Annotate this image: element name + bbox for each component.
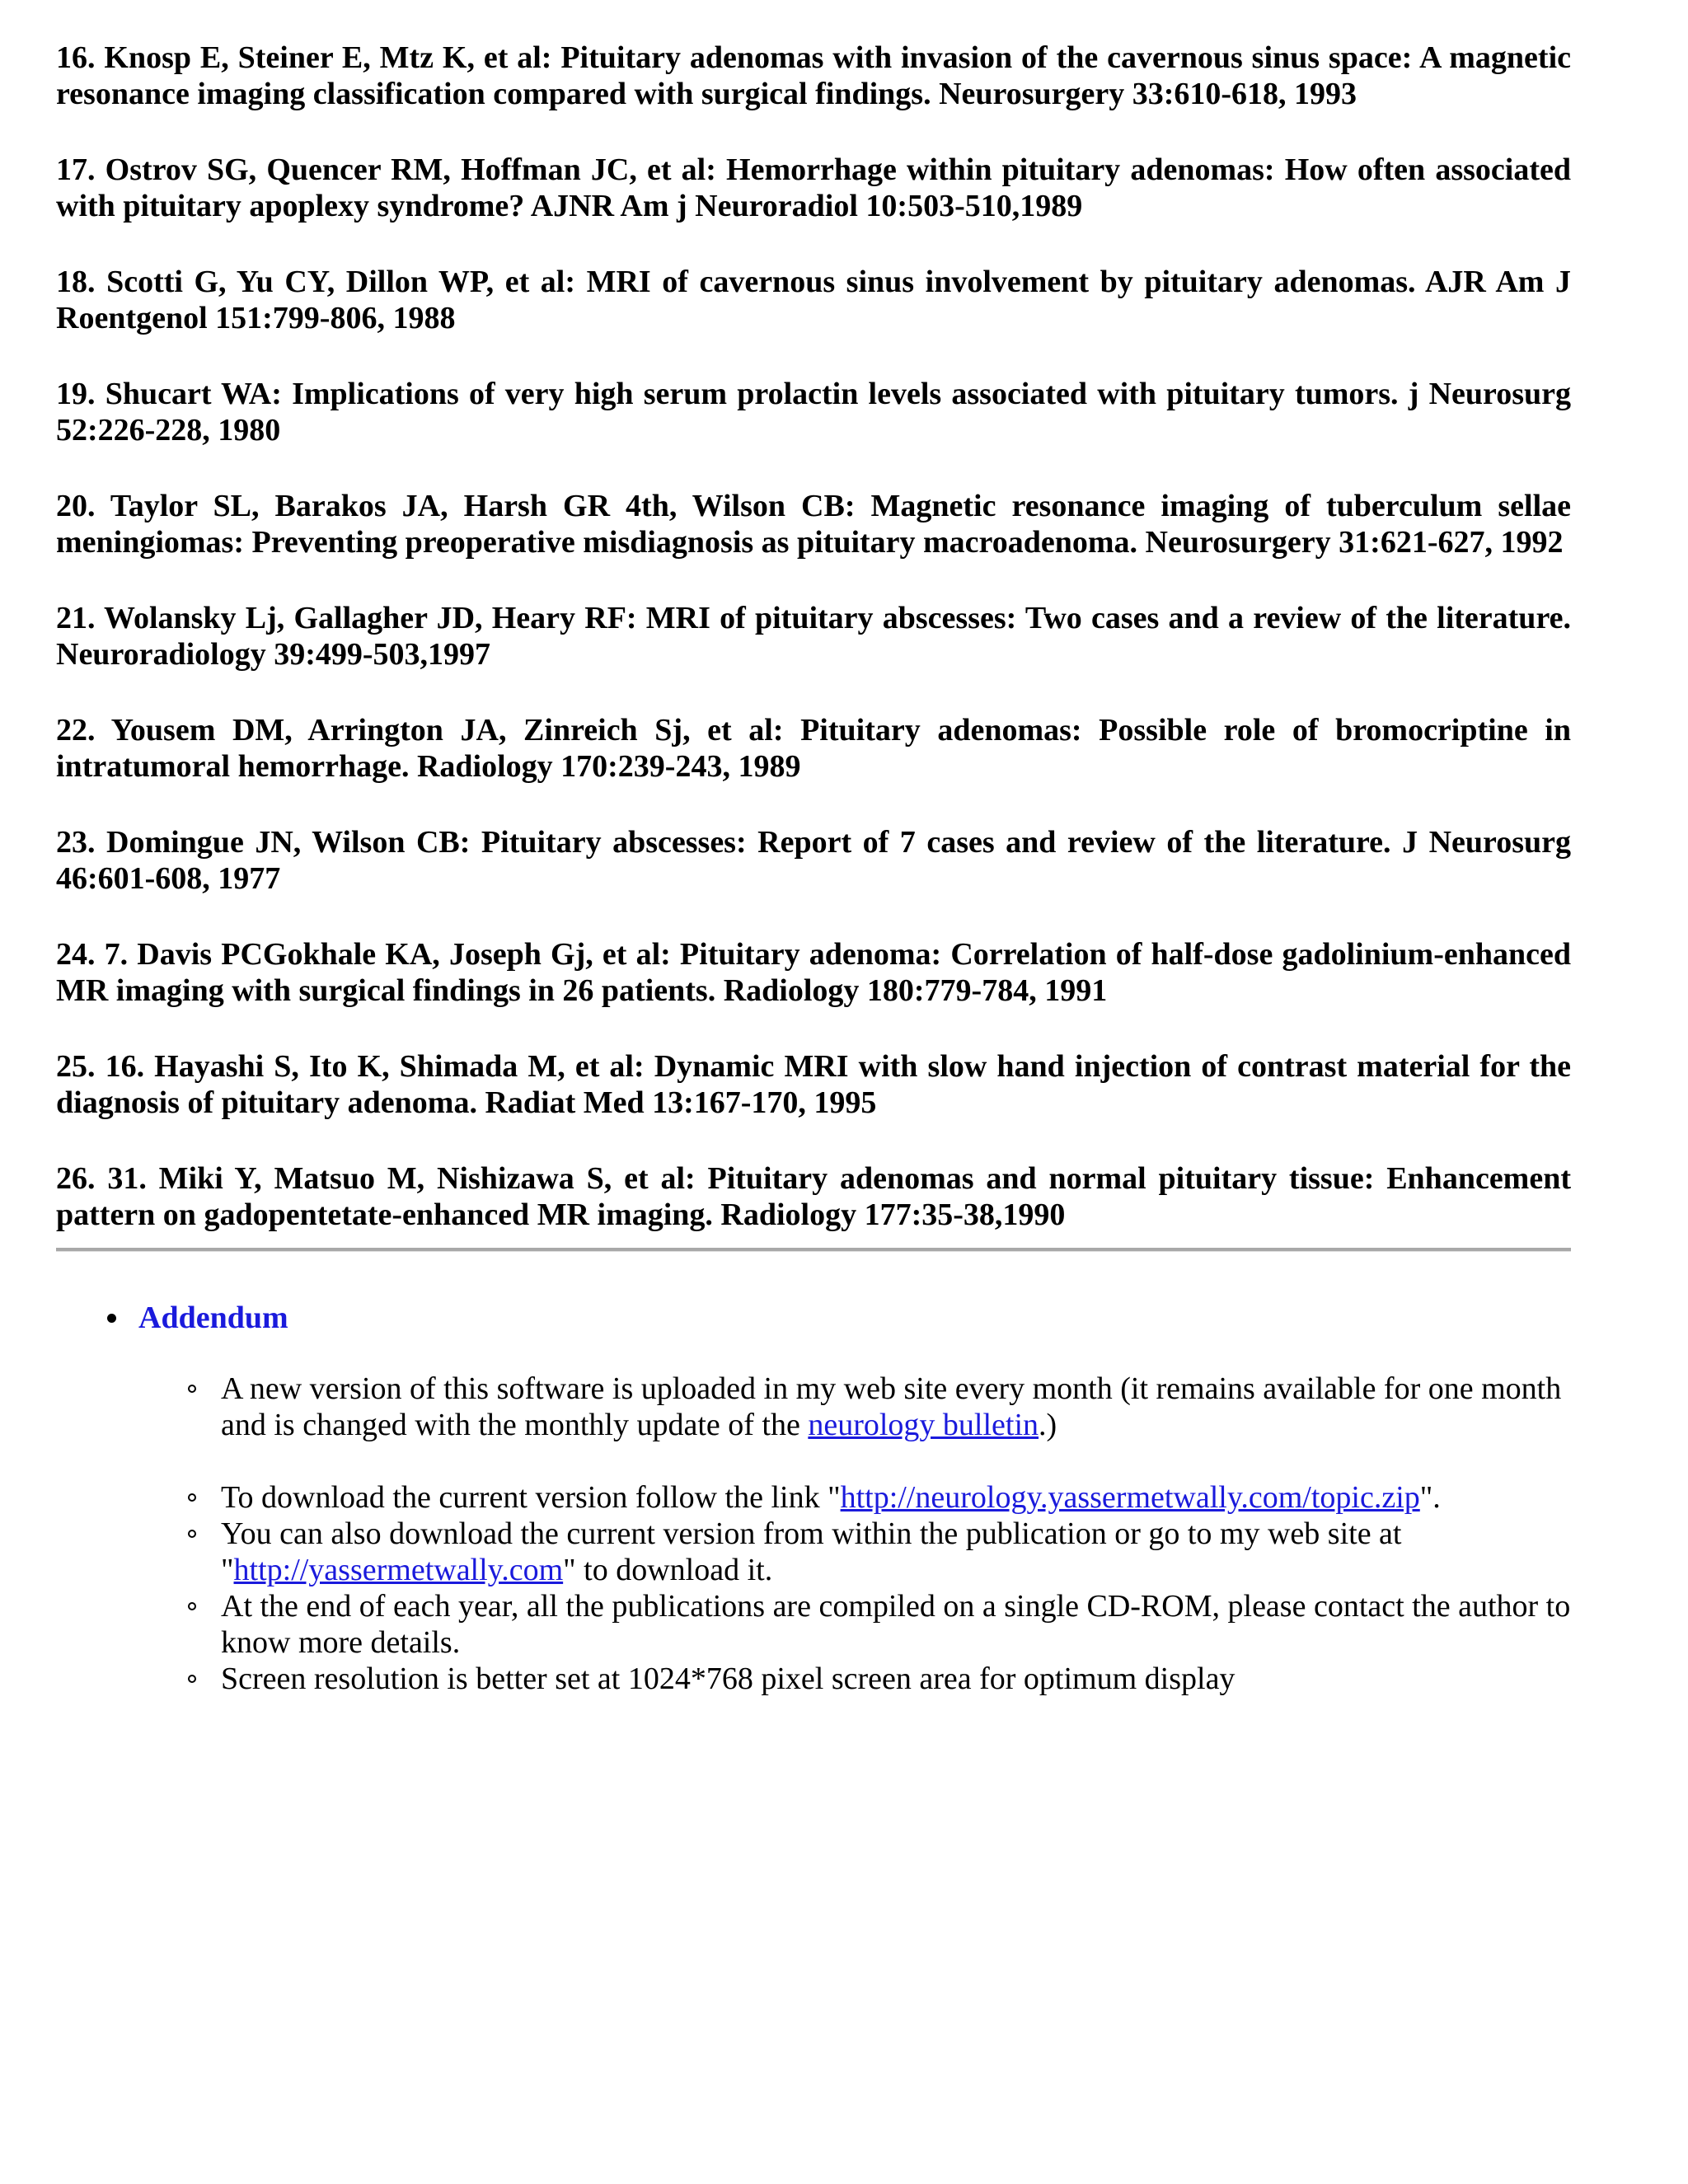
circle-bullet-icon: [188, 1602, 196, 1610]
circle-bullet-icon: [188, 1530, 196, 1538]
circle-bullet-icon: [188, 1385, 196, 1393]
addendum-item-text: " to download it.: [563, 1553, 773, 1587]
addendum-item-download-link: [221, 1479, 1571, 1516]
website-link[interactable]: http://yassermetwally.com: [233, 1553, 564, 1587]
reference-22: 22. Yousem DM, Arrington JA, Zinreich Sj, et al: Pituitary adenomas: Possible role of bromocriptine in intratumoral hemorrhage. Radiology 170:239-243, 1989: [56, 713, 1571, 784]
circle-bullet-icon: [188, 1493, 196, 1502]
reference-20: 20. Taylor SL, Barakos JA, Harsh GR 4th, Wilson CB: Magnetic resonance imaging of tuberculum sellae meningiomas: Preventing preoperative misdiagnosis as pituitary macroadenoma. Neurosurgery 31:621-627, 1992: [56, 489, 1571, 560]
addendum-item-text: ".: [1419, 1480, 1441, 1515]
reference-23: 23. Domingue JN, Wilson CB: Pituitary abscesses: Report of 7 cases and review of the literature. J Neurosurg 46:601-608, 1977: [56, 825, 1571, 896]
addendum-item-text: .): [1039, 1408, 1057, 1442]
addendum-item-text: Screen resolution is better set at 1024*768 pixel screen area for optimum display: [221, 1661, 1236, 1696]
addendum-item-screen-resolution: [221, 1661, 1571, 1697]
disc-bullet-icon: [107, 1314, 116, 1323]
addendum-item-text: At the end of each year, all the publications are compiled on a single CD-ROM, please contact the author to know more details.: [221, 1589, 1571, 1660]
topic-zip-link[interactable]: http://neurology.yassermetwally.com/topic.zip: [840, 1480, 1420, 1515]
addendum-item-text: A new version of this software is uploaded in my web site every month (it remains available for one month and is changed with the monthly update of the: [221, 1371, 1562, 1442]
addendum-heading-row: [56, 1300, 1571, 1336]
reference-25: 25. 16. Hayashi S, Ito K, Shimada M, et al: Dynamic MRI with slow hand injection of contrast material for the diagnosis of pituitary adenoma. Radiat Med 13:167-170, 1995: [56, 1049, 1571, 1120]
addendum-item-monthly-update: [221, 1371, 1571, 1443]
reference-19: 19. Shucart WA: Implications of very high serum prolactin levels associated with pituitary tumors. j Neurosurg 52:226-228, 1980: [56, 377, 1571, 448]
addendum-section: [56, 1300, 1571, 1697]
addendum-list: [56, 1371, 1571, 1697]
circle-bullet-icon: [188, 1675, 196, 1683]
addendum-item-cd-rom: [221, 1588, 1571, 1661]
addendum-title: Addendum: [138, 1301, 288, 1335]
addendum-item-text: To download the current version follow the link ": [221, 1480, 841, 1515]
document-page: [56, 40, 1571, 1697]
reference-24: 24. 7. Davis PCGokhale KA, Joseph Gj, et al: Pituitary adenoma: Correlation of half-dose gadolinium-enhanced MR imaging with surgical findings in 26 patients. Radiology 180:779-784, 1991: [56, 937, 1571, 1008]
reference-17: 17. Ostrov SG, Quencer RM, Hoffman JC, et al: Hemorrhage within pituitary adenomas: How often associated with pituitary apoplexy syndrome? AJNR Am j Neuroradiol 10:503-510,1989: [56, 152, 1571, 223]
neurology-bulletin-link[interactable]: neurology bulletin: [808, 1408, 1039, 1442]
addendum-item-text: You can also download the current version from within the publication or go to my web site at ": [221, 1516, 1402, 1587]
horizontal-divider: [56, 1248, 1571, 1252]
reference-26: 26. 31. Miki Y, Matsuo M, Nishizawa S, et al: Pituitary adenomas and normal pituitary tissue: Enhancement pattern on gadopentetate-enhanced MR imaging. Radiology 177:35-38,1990: [56, 1161, 1571, 1232]
reference-16: 16. Knosp E, Steiner E, Mtz K, et al: Pituitary adenomas with invasion of the cavernous sinus space: A magnetic resonance imaging classification compared with surgical findings. Neurosurgery 33:610-618, 1993: [56, 40, 1571, 111]
reference-18: 18. Scotti G, Yu CY, Dillon WP, et al: MRI of cavernous sinus involvement by pituitary adenomas. AJR Am J Roentgenol 151:799-806, 1988: [56, 265, 1571, 335]
reference-21: 21. Wolansky Lj, Gallagher JD, Heary RF: MRI of pituitary abscesses: Two cases and a review of the literature. Neuroradiology 39:499-503,1997: [56, 601, 1571, 672]
addendum-item-website: [221, 1516, 1571, 1588]
